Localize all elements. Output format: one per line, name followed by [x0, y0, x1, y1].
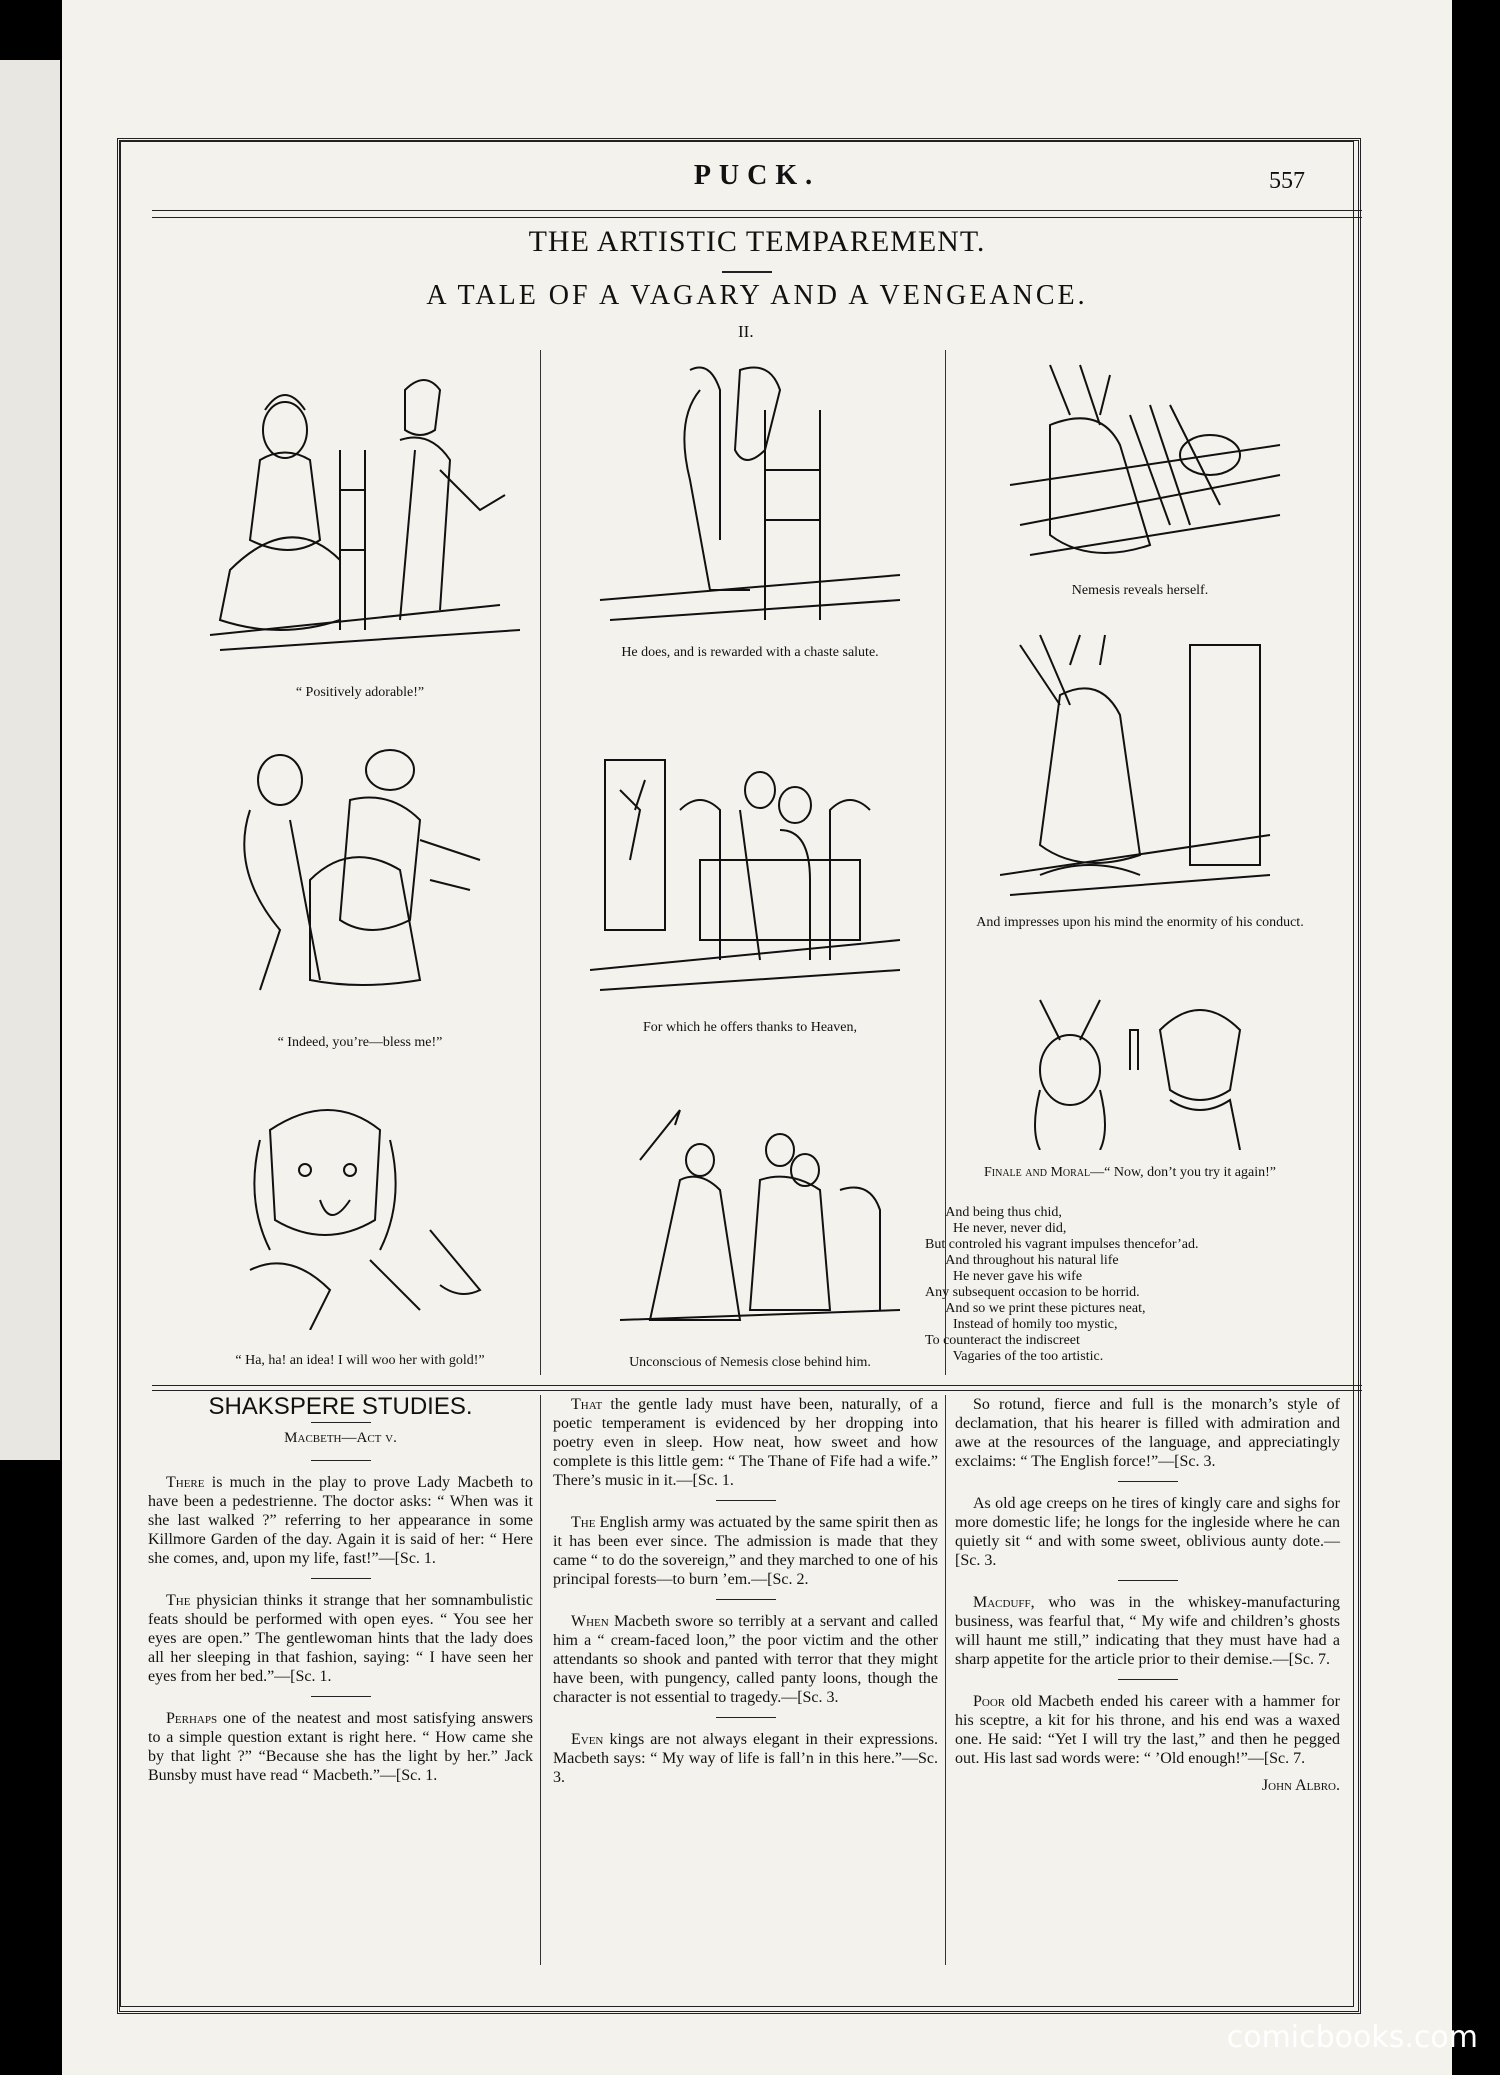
paragraph: The physician thinks it strange that her somnambulistic feats should be performed with open eyes. “ You see her eyes are open.” The gentlewoman hints that the lady does all her sleeping in that fashion, saying: “ I have seen her eyes from her bed.”—[Sc. 1.: [148, 1592, 533, 1685]
panel-caption: Nemesis reveals herself.: [1071, 583, 1209, 598]
panel-caption: He does, and is rewarded with a chaste salute.: [621, 645, 879, 660]
studies-column-2: [553, 1395, 938, 1795]
poem-line: But controled his vagrant impulses thencefor’ad.: [925, 1237, 1199, 1252]
paragraph: So rotund, fierce and full is the monarch’s style of declamation, that his hearer is filled with admiration and awe at the resources of the language, and appreciatingly exclaims: “ The English force!”—[Sc. 3.: [955, 1396, 1340, 1470]
divider: [716, 1717, 776, 1718]
panel-caption: Unconscious of Nemesis close behind him.: [629, 1355, 871, 1370]
watermark: comicbooks.com: [1226, 2020, 1478, 2055]
masthead-rule: [152, 210, 1362, 218]
paragraph: There is much in the play to prove Lady Macbeth to have been a pedestrienne. The doctor asks: “ When was it she last walked ?” referring to her appearance in some Killmore Garden of the day. Again it is said of her: “ Here she comes, and, upon my life, fast!”—[Sc. 1.: [148, 1474, 533, 1567]
divider: [716, 1599, 776, 1600]
divider: [716, 1500, 776, 1501]
studies-subtitle: Macbeth—Act v.: [284, 1430, 397, 1446]
column-divider: [540, 350, 541, 1375]
poem-line: He never, never did,: [925, 1221, 1067, 1236]
comic-panel-bless-me: [190, 740, 530, 1050]
studies-column-3: [955, 1395, 1340, 1795]
poem-line: And throughout his natural life: [925, 1253, 1119, 1268]
paragraph: The English army was actuated by the same spirit then as it has been ever since. The admission is made that they came “ to do the sovereign,” and they marched to one of his principal forests—to burn ’em.—[Sc. 2.: [553, 1514, 938, 1588]
panel-caption: For which he offers thanks to Heaven,: [643, 1020, 857, 1035]
divider: [1118, 1679, 1178, 1680]
panel-caption: And impresses upon his mind the enormity of his conduct.: [976, 915, 1304, 930]
part-number: II.: [738, 322, 754, 341]
divider: [1118, 1580, 1178, 1581]
paragraph: Macduff, who was in the whiskey-manufacturing business, was fearful that, “ My wife and children’s ghosts will haunt me still,” indicating that they must have had a sharp appetite for the article prior to their demise.—[Sc. 7.: [955, 1594, 1340, 1668]
comic-panel-woo-with-gold: [190, 1090, 530, 1368]
divider: [311, 1578, 371, 1579]
poem-line: And so we print these pictures neat,: [925, 1301, 1146, 1316]
comic-panel-nemesis-behind: [600, 1100, 910, 1370]
paragraph: Even kings are not always elegant in their expressions. Macbeth says: “ My way of life is fall’n in this here.”—Sc. 3.: [553, 1731, 938, 1786]
page-number: 557: [1269, 168, 1305, 194]
paragraph: That the gentle lady must have been, naturally, of a poetic temperament is evidenced by her dropping into poetry even in sleep. How neat, how sweet and how complete is this little gem: “ The Thane of Fife had a wife.” There’s music in it.—[Sc. 1.: [553, 1396, 938, 1489]
studies-column-1: [148, 1395, 533, 1793]
section-rule: [152, 1385, 1362, 1391]
divider: [311, 1422, 371, 1423]
panel-caption: “ Ha, ha! an idea! I will woo her with gold!”: [235, 1353, 485, 1368]
divider: [311, 1460, 371, 1461]
author-signature: John Albro.: [1261, 1777, 1340, 1794]
divider: [311, 1696, 371, 1697]
article-title: THE ARTISTIC TEMPAREMENT.: [528, 225, 986, 258]
comic-panel-thanks-to-heaven: [590, 750, 910, 1035]
studies-title: SHAKSPERE STUDIES.: [208, 1393, 473, 1420]
comic-panel-finale: [984, 990, 1280, 1180]
poem-line: To counteract the indiscreet: [925, 1333, 1080, 1348]
panel-caption: “ Positively adorable!”: [295, 685, 425, 700]
title-divider: [722, 271, 772, 273]
text-column-divider: [540, 1395, 541, 1965]
poem-line: Instead of homily too mystic,: [925, 1317, 1118, 1332]
comic-panel-adorable: [190, 350, 530, 700]
comic-panel-chaste-salute: [590, 350, 910, 660]
poem-line: Any subsequent occasion to be horrid.: [925, 1285, 1140, 1300]
panel-caption: “ Indeed, you’re—bless me!”: [277, 1035, 443, 1050]
masthead: PUCK.: [693, 160, 821, 191]
poem-line: Vagaries of the too artistic.: [925, 1349, 1104, 1364]
paragraph: Perhaps one of the neatest and most satisfying answers to a simple question extant is right here. “ How came she by that light ?” “Because she has the light by her.” Jack Bunsby must have read “ Macbeth.”—[Sc. 1.: [148, 1710, 533, 1784]
article-subtitle: A TALE OF A VAGARY AND A VENGEANCE.: [426, 280, 1088, 311]
left-page-edge: [0, 60, 60, 1460]
poem-line: He never gave his wife: [925, 1269, 1083, 1284]
paragraph: Poor old Macbeth ended his career with a hammer for his sceptre, a kit for his throne, and his end was a waxed one. He said: “Yet I will try the last,” and then he pegged out. His last sad words were: “ ’Old enough!”—[Sc. 7.: [955, 1693, 1340, 1767]
finale-text: —“ Now, don’t you try it again!”: [1090, 1165, 1276, 1180]
finale-label: Finale and Moral: [984, 1165, 1091, 1180]
moral-poem: [925, 1205, 1198, 1365]
poem-line: And being thus chid,: [925, 1205, 1062, 1220]
divider: [1118, 1481, 1178, 1482]
panel-caption-finale: [960, 1165, 1300, 1181]
comic-panel-enormity: [976, 625, 1304, 930]
paragraph: When Macbeth swore so terribly at a servant and called him a “ cream-faced loon,” the poor victim and the other attendants so shook and panted with terror that they might have been, with pungency, called panty loons, though the character is not essential to tragedy.—[Sc. 3.: [553, 1613, 938, 1706]
text-column-divider: [945, 1395, 946, 1965]
paragraph: As old age creeps on he tires of kingly care and sighs for more domestic life; he longs for the ingleside where he can quietly sit “ and with some sweet, oblivious aunty dote.—[Sc. 3.: [955, 1495, 1340, 1569]
comic-panel-nemesis-reveals: [990, 345, 1290, 598]
